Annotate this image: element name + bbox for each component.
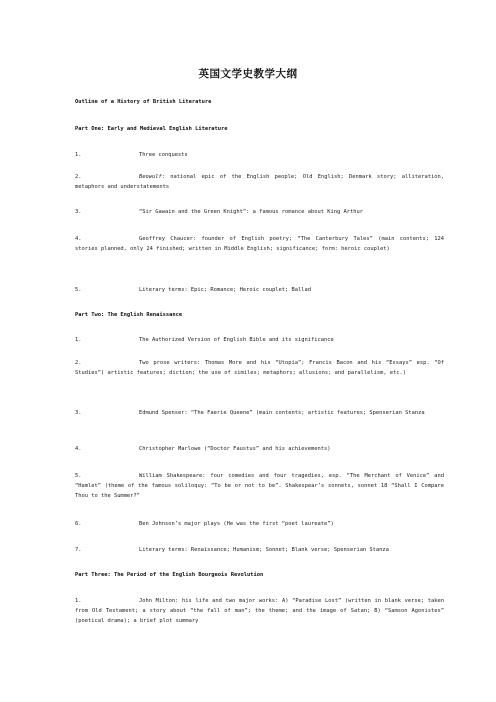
item-number: 4. (75, 236, 82, 242)
item-text: Geoffrey Chaucer: founder of English poetry; “The Canterbury Tales” (main contents; 124 stories planned, only 24 finished; written in Middle English; significance; form: heroic couplet) (75, 236, 444, 252)
item-number: 5. (75, 287, 82, 293)
list-item (75, 172, 444, 192)
list-item (75, 285, 444, 295)
list-item (75, 234, 444, 254)
item-number: 7. (75, 547, 82, 553)
list-item (75, 545, 444, 555)
item-text: : national epic of the English people; Old English; Denmark story; alliteration, metaphors and understatements (75, 174, 444, 190)
item-number: 1. (75, 337, 82, 343)
item-number: 6. (75, 521, 82, 527)
item-lead: Beowulf (139, 174, 162, 180)
list-item (75, 207, 444, 217)
item-number: 1. (75, 598, 82, 604)
item-text: Edmund Spenser: “The Faerie Queene” (main contents; artistic features; Spenserian Stanza (139, 410, 425, 416)
item-text: Literary terms: Epic; Romance; Heroic couplet; Ballad (139, 287, 312, 293)
item-number: 5. (75, 473, 82, 479)
list-item (75, 150, 444, 160)
list-item (75, 335, 444, 345)
item-number: 3. (75, 209, 82, 215)
list-item (75, 596, 444, 626)
item-text: William Shakespeare: four comedies and four tragedies, esp. “The Merchant of Venice” and “Hamlet” (theme of the famous soliloquy: “To be or not to be”. Shakespear’s sonnets, sonnet 18 “Shall I Compare Thou to the Summer?” (75, 473, 444, 499)
item-text: “Sir Gawain and the Green Knight”: a famous romance about King Arthur (139, 209, 363, 215)
item-text: Christopher Marlowe (“Doctor Faustus” and his achievements) (139, 446, 331, 452)
item-text: John Milton: his life and two major works: A) “Paradise Lost” (written in blank verse; taken from Old Testament; a story about “the fall of man”; the theme; and the image of Satan; B) “Samson Agonistes” (poetical drama); a brief plot summary (75, 598, 444, 624)
document-title: 英国文学史教学大纲 (198, 68, 298, 80)
part-heading: Part Three: The Period of the English Bourgeois Revolution (75, 572, 264, 578)
list-item (75, 444, 444, 454)
item-text: The Authorized Version of English Bible and its significance (139, 337, 334, 343)
list-item (75, 519, 444, 529)
part-heading: Part Two: The English Renaissance (75, 312, 183, 318)
item-text: Ben Johnson’s major plays (He was the first “poet laureate”) (139, 521, 334, 527)
item-text: Two prose writers: Thomas More and his “Utopia”; Francis Bacon and his “Essays” esp. “Of Studies”( artistic features; diction; the use of similes; metaphors; allusions; and parallelism, etc.) (75, 360, 444, 376)
item-number: 3. (75, 410, 82, 416)
list-item (75, 358, 444, 378)
list-item (75, 408, 444, 418)
item-number: 2. (75, 174, 82, 180)
list-item (75, 471, 444, 501)
item-number: 2. (75, 360, 82, 366)
item-text: Three conquests (139, 152, 188, 158)
part-heading: Part One: Early and Medieval English Literature (75, 126, 228, 132)
item-number: 4. (75, 446, 82, 452)
item-number: 1. (75, 152, 82, 158)
document-subtitle: Outline of a History of British Literature (75, 99, 212, 105)
item-text: Literary terms: Renaissance; Humanism; Sonnet; Blank verse; Spenserian Stanza (139, 547, 389, 553)
